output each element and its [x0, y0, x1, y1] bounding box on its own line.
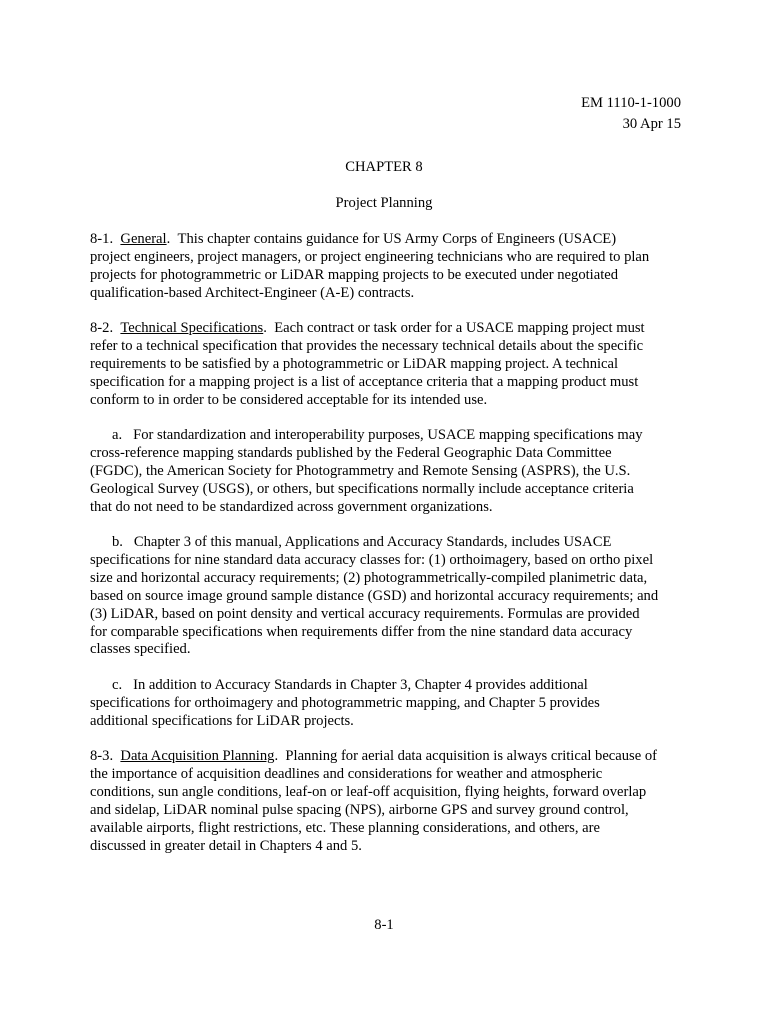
section-heading: Data Acquisition Planning: [120, 748, 275, 764]
section-heading: Technical Specifications: [120, 320, 264, 336]
section-8-1: [90, 231, 680, 303]
paragraph-line: project engineers, project managers, or project engineering technicians who are required to plan: [90, 248, 650, 265]
paragraph-text: Chapter 3 of this manual, Applications and Accuracy Standards, includes USACE: [133, 534, 612, 550]
subsection-8-2-b: [90, 534, 680, 659]
paragraph-text: For standardization and interoperability purposes, USACE mapping specifications may: [133, 427, 643, 443]
section-number: 8-1.: [90, 231, 114, 247]
subsection-8-2-c: [90, 677, 680, 731]
paragraph-line: conform to in order to be considered acceptable for its intended use.: [90, 391, 488, 408]
section-8-3: [90, 748, 680, 855]
chapter-title: CHAPTER 8: [345, 159, 423, 175]
paragraph-line: for comparable specifications when requirements differ from the nine standard data accuracy: [90, 623, 633, 640]
paragraph-text: Planning for aerial data acquisition is always critical because of: [285, 748, 658, 764]
chapter-subtitle: Project Planning: [335, 195, 433, 211]
paragraph-line: [90, 534, 680, 552]
paragraph-line: (FGDC), the American Society for Photogrammetry and Remote Sensing (ASPRS), the U.S.: [90, 462, 631, 479]
paragraph-line: that do not need to be standardized across government organizations.: [90, 498, 493, 515]
paragraph-line: Geological Survey (USGS), or others, but specifications normally include acceptance criteria: [90, 480, 634, 497]
page-number: 8-1: [374, 917, 394, 933]
paragraph-line: qualification-based Architect-Engineer (A-E) contracts.: [90, 284, 415, 301]
paragraph-line: specification for a mapping project is a list of acceptance criteria that a mapping product must: [90, 373, 639, 390]
paragraph-line: [90, 677, 680, 695]
paragraph-line: 8-3. Data Acquisition Planning. Planning for aerial data acquisition is always critical because of: [90, 748, 658, 764]
document-number: EM 1110-1-1000: [581, 95, 681, 111]
paragraph-line: requirements to be satisfied by a photogrammetric or LiDAR mapping project. A technical: [90, 355, 619, 372]
document-date: 30 Apr 15: [622, 116, 681, 132]
section-heading: General: [120, 231, 167, 247]
paragraph-line: refer to a technical specification that provides the necessary technical details about the specific: [90, 337, 644, 354]
section-8-2: [90, 320, 680, 410]
paragraph-line: [90, 427, 680, 445]
paragraph-line: (3) LiDAR, based on point density and vertical accuracy requirements. Formulas are provided: [90, 605, 640, 622]
paragraph-line: 8-2. Technical Specifications. Each contract or task order for a USACE mapping project must: [90, 320, 645, 336]
paragraph-line: classes specified.: [90, 641, 191, 658]
section-number: 8-2.: [90, 320, 114, 336]
paragraph-line: cross-reference mapping standards published by the Federal Geographic Data Committee: [90, 444, 612, 461]
paragraph-text: In addition to Accuracy Standards in Chapter 3, Chapter 4 provides additional: [133, 677, 588, 693]
paragraph-line: size and horizontal accuracy requirements; (2) photogrammetrically-compiled planimetric data,: [90, 569, 648, 586]
paragraph-line: additional specifications for LiDAR projects.: [90, 712, 354, 729]
paragraph-line: conditions, sun angle conditions, leaf-on or leaf-off acquisition, flying heights, forward overlap: [90, 783, 647, 800]
paragraph-text: Each contract or task order for a USACE mapping project must: [274, 320, 645, 336]
subsection-label: c.: [112, 677, 123, 693]
paragraph-line: available airports, flight restrictions, etc. These planning considerations, and others, are: [90, 819, 600, 836]
section-number: 8-3.: [90, 748, 114, 764]
subsection-label: a.: [112, 427, 123, 443]
paragraph-line: specifications for orthoimagery and photogrammetric mapping, and Chapter 5 provides: [90, 694, 600, 711]
paragraph-line: the importance of acquisition deadlines and considerations for weather and atmospheric: [90, 765, 603, 782]
paragraph-line: projects for photogrammetric or LiDAR mapping projects to be executed under negotiated: [90, 266, 619, 283]
paragraph-line: based on source image ground sample distance (GSD) and horizontal accuracy requirements; and: [90, 587, 659, 604]
paragraph-line: and sidelap, LiDAR nominal pulse spacing (NPS), airborne GPS and survey ground control,: [90, 801, 629, 818]
paragraph-line: 8-1. General. This chapter contains guidance for US Army Corps of Engineers (USACE): [90, 231, 617, 247]
paragraph-line: discussed in greater detail in Chapters 4 and 5.: [90, 837, 362, 854]
subsection-8-2-a: [90, 427, 680, 517]
paragraph-text: This chapter contains guidance for US Army Corps of Engineers (USACE): [177, 231, 617, 247]
document-header: [581, 93, 681, 135]
paragraph-line: specifications for nine standard data accuracy classes for: (1) orthoimagery, based on ortho pixel: [90, 551, 654, 568]
subsection-label: b.: [112, 534, 123, 550]
